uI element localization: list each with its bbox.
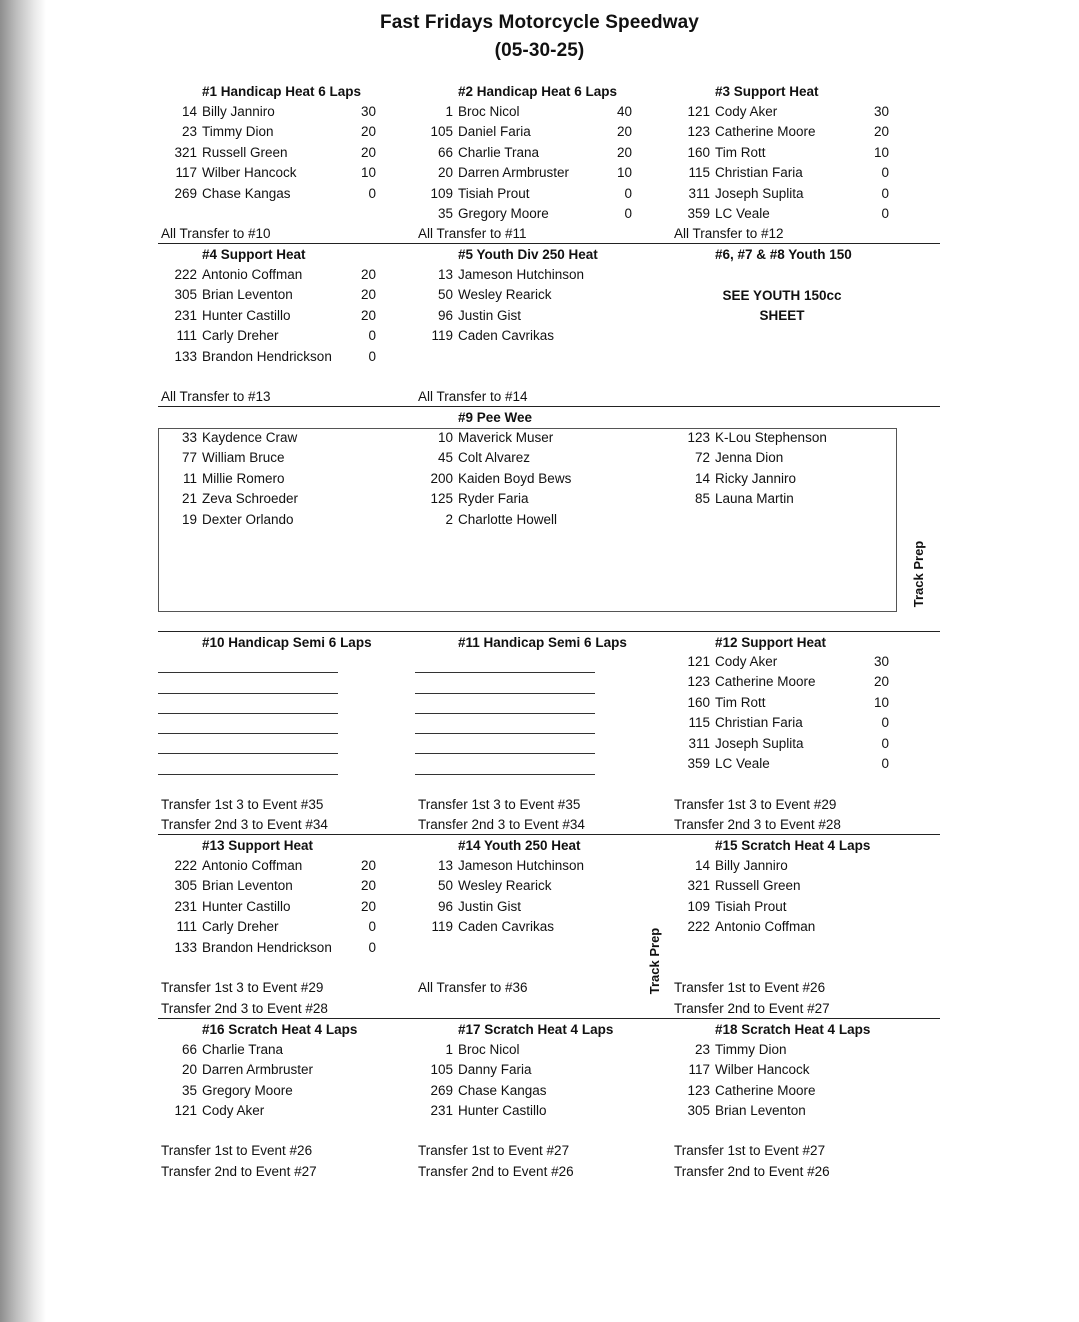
rider-points: 0 [368,328,376,344]
rider-name: Wesley Rearick [458,287,552,303]
blank-line [158,653,338,673]
rider-name: Catherine Moore [715,124,816,140]
rider-points: 40 [616,104,632,119]
rider-name: Charlie Trana [458,144,540,160]
rider-number: 115 [688,165,710,181]
page-date: (05-30-25) [494,40,585,61]
rider-name: Launa Martin [715,491,794,507]
rider-number: 121 [687,654,710,669]
rider-number: 111 [176,919,197,935]
heat-1-transfer: All Transfer to #10 [161,226,271,241]
rider-number: 85 [694,491,710,507]
rider-name: Darren Armbruster [202,1062,314,1078]
page-title: Fast Fridays Motorcycle Speedway [380,12,699,33]
rider-name: Tisiah Prout [458,185,530,201]
blank-line [415,673,595,693]
rider-points: 20 [360,267,376,282]
rider-points: 30 [873,104,889,119]
heat-4-transfer: All Transfer to #13 [161,389,271,404]
rider-number: 111 [176,328,197,344]
rider-name: Catherine Moore [715,674,816,690]
rider-number: 19 [181,511,197,527]
rider-number: 160 [687,144,710,160]
rider-number: 109 [687,898,710,914]
rider-name: Brian Leventon [202,878,293,894]
rider-number: 50 [437,287,453,303]
heat-13-title: #13 Support Heat [202,838,314,853]
rider-name: Joseph Suplita [715,735,804,751]
rider-number: 66 [181,1042,197,1057]
rider-points: 30 [360,104,376,119]
heat-3-transfer: All Transfer to #12 [674,226,784,241]
heat-12-title: #12 Support Heat [715,635,827,650]
rider-name: Zeva Schroeder [202,491,299,507]
rider-number: 121 [174,1103,197,1119]
rider-number: 231 [174,898,197,914]
rider-number: 222 [174,267,197,282]
rider-number: 359 [687,205,710,221]
rider-points: 20 [360,307,376,323]
rider-points: 0 [368,185,376,201]
rider-number: 231 [174,307,197,323]
rider-points: 20 [360,287,376,303]
rider-name: Hunter Castillo [458,1103,547,1119]
rider-name: Justin Gist [458,898,522,914]
rider-number: 321 [174,144,197,160]
rider-number: 117 [688,1062,710,1078]
heat-10-title: #10 Handicap Semi 6 Laps [202,635,372,650]
heat-15-transfer-2: Transfer 2nd to Event #27 [674,1001,830,1016]
rider-number: 14 [181,104,197,119]
rider-name: Hunter Castillo [202,898,291,914]
heat-14-title: #14 Youth 250 Heat [458,838,581,853]
rider-name: Chase Kangas [458,1082,547,1098]
rider-points: 0 [881,185,889,201]
rider-name: Antonio Coffman [715,919,816,935]
rider-name: Caden Cavrikas [458,328,555,344]
rider-number: 305 [174,287,197,303]
rider-number: 269 [430,1082,453,1098]
rider-points: 20 [873,124,889,140]
rider-number: 133 [174,939,197,955]
youth-150-note: SEE YOUTH 150cc [722,288,842,303]
rider-points: 20 [360,124,376,140]
rider-points: 20 [616,144,632,160]
rider-name: LC Veale [715,205,770,221]
rider-name: Hunter Castillo [202,307,291,323]
rider-name: Brian Leventon [715,1103,806,1119]
rider-number: 35 [437,205,453,221]
rider-number: 77 [181,450,197,466]
rider-name: Timmy Dion [202,124,274,140]
rider-name: Broc Nicol [458,1042,520,1057]
heat-17-transfer-1: Transfer 1st to Event #27 [418,1143,570,1158]
rider-points: 0 [624,205,632,221]
rider-name: Cody Aker [715,654,778,669]
rider-number: 123 [687,124,710,140]
rider-name: Antonio Coffman [202,267,303,282]
blank-line [158,754,338,774]
heat-18-transfer-2: Transfer 2nd to Event #26 [674,1164,830,1179]
rider-number: 23 [694,1042,710,1057]
heat-13-transfer-1: Transfer 1st 3 to Event #29 [161,980,324,995]
heat-3-title: #3 Support Heat [715,84,819,99]
track-prep-label: Track Prep [647,927,662,995]
heat-5-title: #5 Youth Div 250 Heat [458,247,598,262]
blank-line [158,734,338,754]
rider-number: 96 [437,307,453,323]
rider-number: 123 [687,1082,710,1098]
rider-name: Gregory Moore [458,205,549,221]
rider-points: 20 [360,898,376,914]
rider-number: 13 [437,858,453,873]
rider-number: 33 [181,430,197,445]
rider-number: 45 [437,450,453,466]
rider-name: Colt Alvarez [458,450,531,466]
rider-name: Carly Dreher [202,328,279,344]
heat-11-transfer-2: Transfer 2nd 3 to Event #34 [418,817,585,832]
rider-name: Cody Aker [715,104,778,119]
rider-points: 10 [616,165,632,181]
heat-13-transfer-2: Transfer 2nd 3 to Event #28 [161,1001,328,1016]
rider-name: Justin Gist [458,307,522,323]
heat-5-transfer: All Transfer to #14 [418,389,528,404]
rider-number: 14 [694,858,710,873]
rider-name: Catherine Moore [715,1082,816,1098]
rider-name: Millie Romero [202,470,285,486]
rider-number: 125 [430,491,453,507]
heat-18-transfer-1: Transfer 1st to Event #27 [674,1143,826,1158]
heat-10-blank-lines [158,653,338,775]
section-divider [158,406,940,407]
heat-2-title: #2 Handicap Heat 6 Laps [458,84,618,99]
heat-12-transfer-1: Transfer 1st 3 to Event #29 [674,797,837,812]
blank-line [415,714,595,734]
heat-15-transfer-1: Transfer 1st to Event #26 [674,980,826,995]
rider-number: 121 [687,104,710,119]
rider-number: 311 [688,185,710,201]
rider-name: Brian Leventon [202,287,293,303]
rider-number: 10 [437,430,453,445]
rider-name: Caden Cavrikas [458,919,555,935]
heat-16-title: #16 Scratch Heat 4 Laps [202,1022,358,1037]
rider-points: 30 [873,654,889,669]
rider-name: Brandon Hendrickson [202,939,332,955]
blank-line [158,694,338,714]
rider-points: 10 [360,165,376,181]
rider-name: Maverick Muser [458,430,554,445]
rider-number: 311 [688,735,710,751]
rider-number: 133 [174,348,197,364]
rider-name: Cody Aker [202,1103,265,1119]
rider-name: Brandon Hendrickson [202,348,332,364]
rider-name: Russell Green [715,878,801,894]
heat-9-title: #9 Pee Wee [458,410,533,425]
rider-number: 1 [445,104,453,119]
rider-name: Billy Janniro [202,104,275,119]
rider-number: 20 [181,1062,197,1078]
rider-name: Kaydence Craw [202,430,298,445]
rider-name: K-Lou Stephenson [715,430,827,445]
youth-150-note-sheet: SHEET [759,308,805,323]
rider-name: Charlotte Howell [458,511,558,527]
rider-number: 160 [687,694,710,710]
rider-points: 20 [360,878,376,894]
blank-line [415,734,595,754]
rider-name: Tim Rott [715,694,766,710]
rider-name: Antonio Coffman [202,858,303,873]
rider-number: 305 [174,878,197,894]
heat-2-transfer: All Transfer to #11 [418,226,527,241]
rider-points: 0 [881,205,889,221]
rider-number: 11 [182,470,197,486]
rider-name: Wilber Hancock [715,1062,810,1078]
rider-number: 105 [430,124,453,140]
rider-points: 20 [873,674,889,690]
heat-4-title: #4 Support Heat [202,247,306,262]
rider-points: 0 [881,165,889,181]
rider-name: Gregory Moore [202,1082,293,1098]
rider-number: 96 [437,898,453,914]
rider-points: 20 [360,144,376,160]
rider-name: Carly Dreher [202,919,279,935]
rider-number: 23 [181,124,197,140]
rider-name: Jenna Dion [715,450,784,466]
rider-name: Darren Armbruster [458,165,570,181]
rider-number: 21 [181,491,197,507]
rider-name: Billy Janniro [715,858,788,873]
rider-number: 231 [430,1103,453,1119]
rider-name: Timmy Dion [715,1042,787,1057]
section-divider [158,631,940,632]
rider-number: 50 [437,878,453,894]
rider-name: LC Veale [715,755,770,771]
rider-points: 0 [881,715,889,731]
rider-number: 66 [437,144,453,160]
rider-number: 305 [687,1103,710,1119]
rider-number: 119 [431,919,453,935]
rider-points: 10 [873,144,889,160]
rider-number: 35 [181,1082,197,1098]
rider-number: 222 [174,858,197,873]
blank-line [158,673,338,693]
heat-15-title: #15 Scratch Heat 4 Laps [715,838,871,853]
rider-name: Broc Nicol [458,104,520,119]
rider-name: Charlie Trana [202,1042,284,1057]
heat-12-transfer-2: Transfer 2nd 3 to Event #28 [674,817,841,832]
heat-6-7-8-title: #6, #7 & #8 Youth 150 [715,247,852,262]
rider-name: Jameson Hutchinson [458,267,585,282]
rider-name: William Bruce [202,450,285,466]
rider-number: 222 [687,919,710,935]
rider-number: 117 [175,165,197,181]
rider-name: Russell Green [202,144,288,160]
rider-number: 115 [688,715,710,731]
rider-name: Joseph Suplita [715,185,804,201]
rider-points: 10 [873,694,889,710]
track-prep-label: Track Prep [911,540,926,608]
rider-number: 269 [174,185,197,201]
rider-number: 13 [437,267,453,282]
heat-11-transfer-1: Transfer 1st 3 to Event #35 [418,797,581,812]
rider-name: Ryder Faria [458,491,529,507]
heat-14-transfer: All Transfer to #36 [418,980,528,995]
rider-number: 105 [430,1062,453,1078]
heat-1-title: #1 Handicap Heat 6 Laps [202,84,362,99]
rider-number: 2 [445,511,453,527]
rider-name: Chase Kangas [202,185,291,201]
rider-number: 321 [687,878,710,894]
rider-number: 109 [430,185,453,201]
rider-number: 20 [437,165,453,181]
rider-name: Jameson Hutchinson [458,858,585,873]
rider-number: 123 [687,674,710,690]
rider-points: 0 [881,755,889,771]
rider-number: 72 [694,450,710,466]
rider-number: 200 [430,470,453,486]
rider-points: 0 [624,185,632,201]
rider-name: Tim Rott [715,144,766,160]
heat-11-title: #11 Handicap Semi 6 Laps [458,635,627,650]
rider-points: 20 [360,858,376,873]
rider-name: Dexter Orlando [202,511,294,527]
rider-name: Christian Faria [715,165,803,181]
blank-line [158,714,338,734]
heat-17-title: #17 Scratch Heat 4 Laps [458,1022,614,1037]
section-divider [158,243,940,244]
blank-line [415,754,595,774]
rider-name: Tisiah Prout [715,898,787,914]
rider-name: Christian Faria [715,715,803,731]
rider-name: Wesley Rearick [458,878,552,894]
heat-18-title: #18 Scratch Heat 4 Laps [715,1022,871,1037]
rider-points: 0 [368,348,376,364]
rider-points: 20 [616,124,632,140]
rider-number: 359 [687,755,710,771]
blank-line [415,653,595,673]
rider-number: 14 [694,470,710,486]
rider-points: 0 [881,735,889,751]
heat-10-transfer-2: Transfer 2nd 3 to Event #34 [161,817,328,832]
rider-name: Kaiden Boyd Bews [458,470,572,486]
rider-number: 119 [431,328,453,344]
heat-16-transfer-1: Transfer 1st to Event #26 [161,1143,313,1158]
rider-name: Ricky Janniro [715,470,797,486]
blank-line [415,694,595,714]
heat-10-transfer-1: Transfer 1st 3 to Event #35 [161,797,324,812]
rider-name: Wilber Hancock [202,165,297,181]
rider-number: 1 [445,1042,453,1057]
page-edge-shadow [0,0,46,1322]
heat-16-transfer-2: Transfer 2nd to Event #27 [161,1164,317,1179]
section-divider [158,834,940,835]
heat-17-transfer-2: Transfer 2nd to Event #26 [418,1164,574,1179]
rider-number: 123 [687,430,710,445]
section-divider [158,1018,940,1019]
rider-name: Daniel Faria [458,124,531,140]
rider-points: 0 [368,919,376,935]
heat-11-blank-lines [415,653,595,775]
rider-name: Danny Faria [458,1062,532,1078]
rider-points: 0 [368,939,376,955]
